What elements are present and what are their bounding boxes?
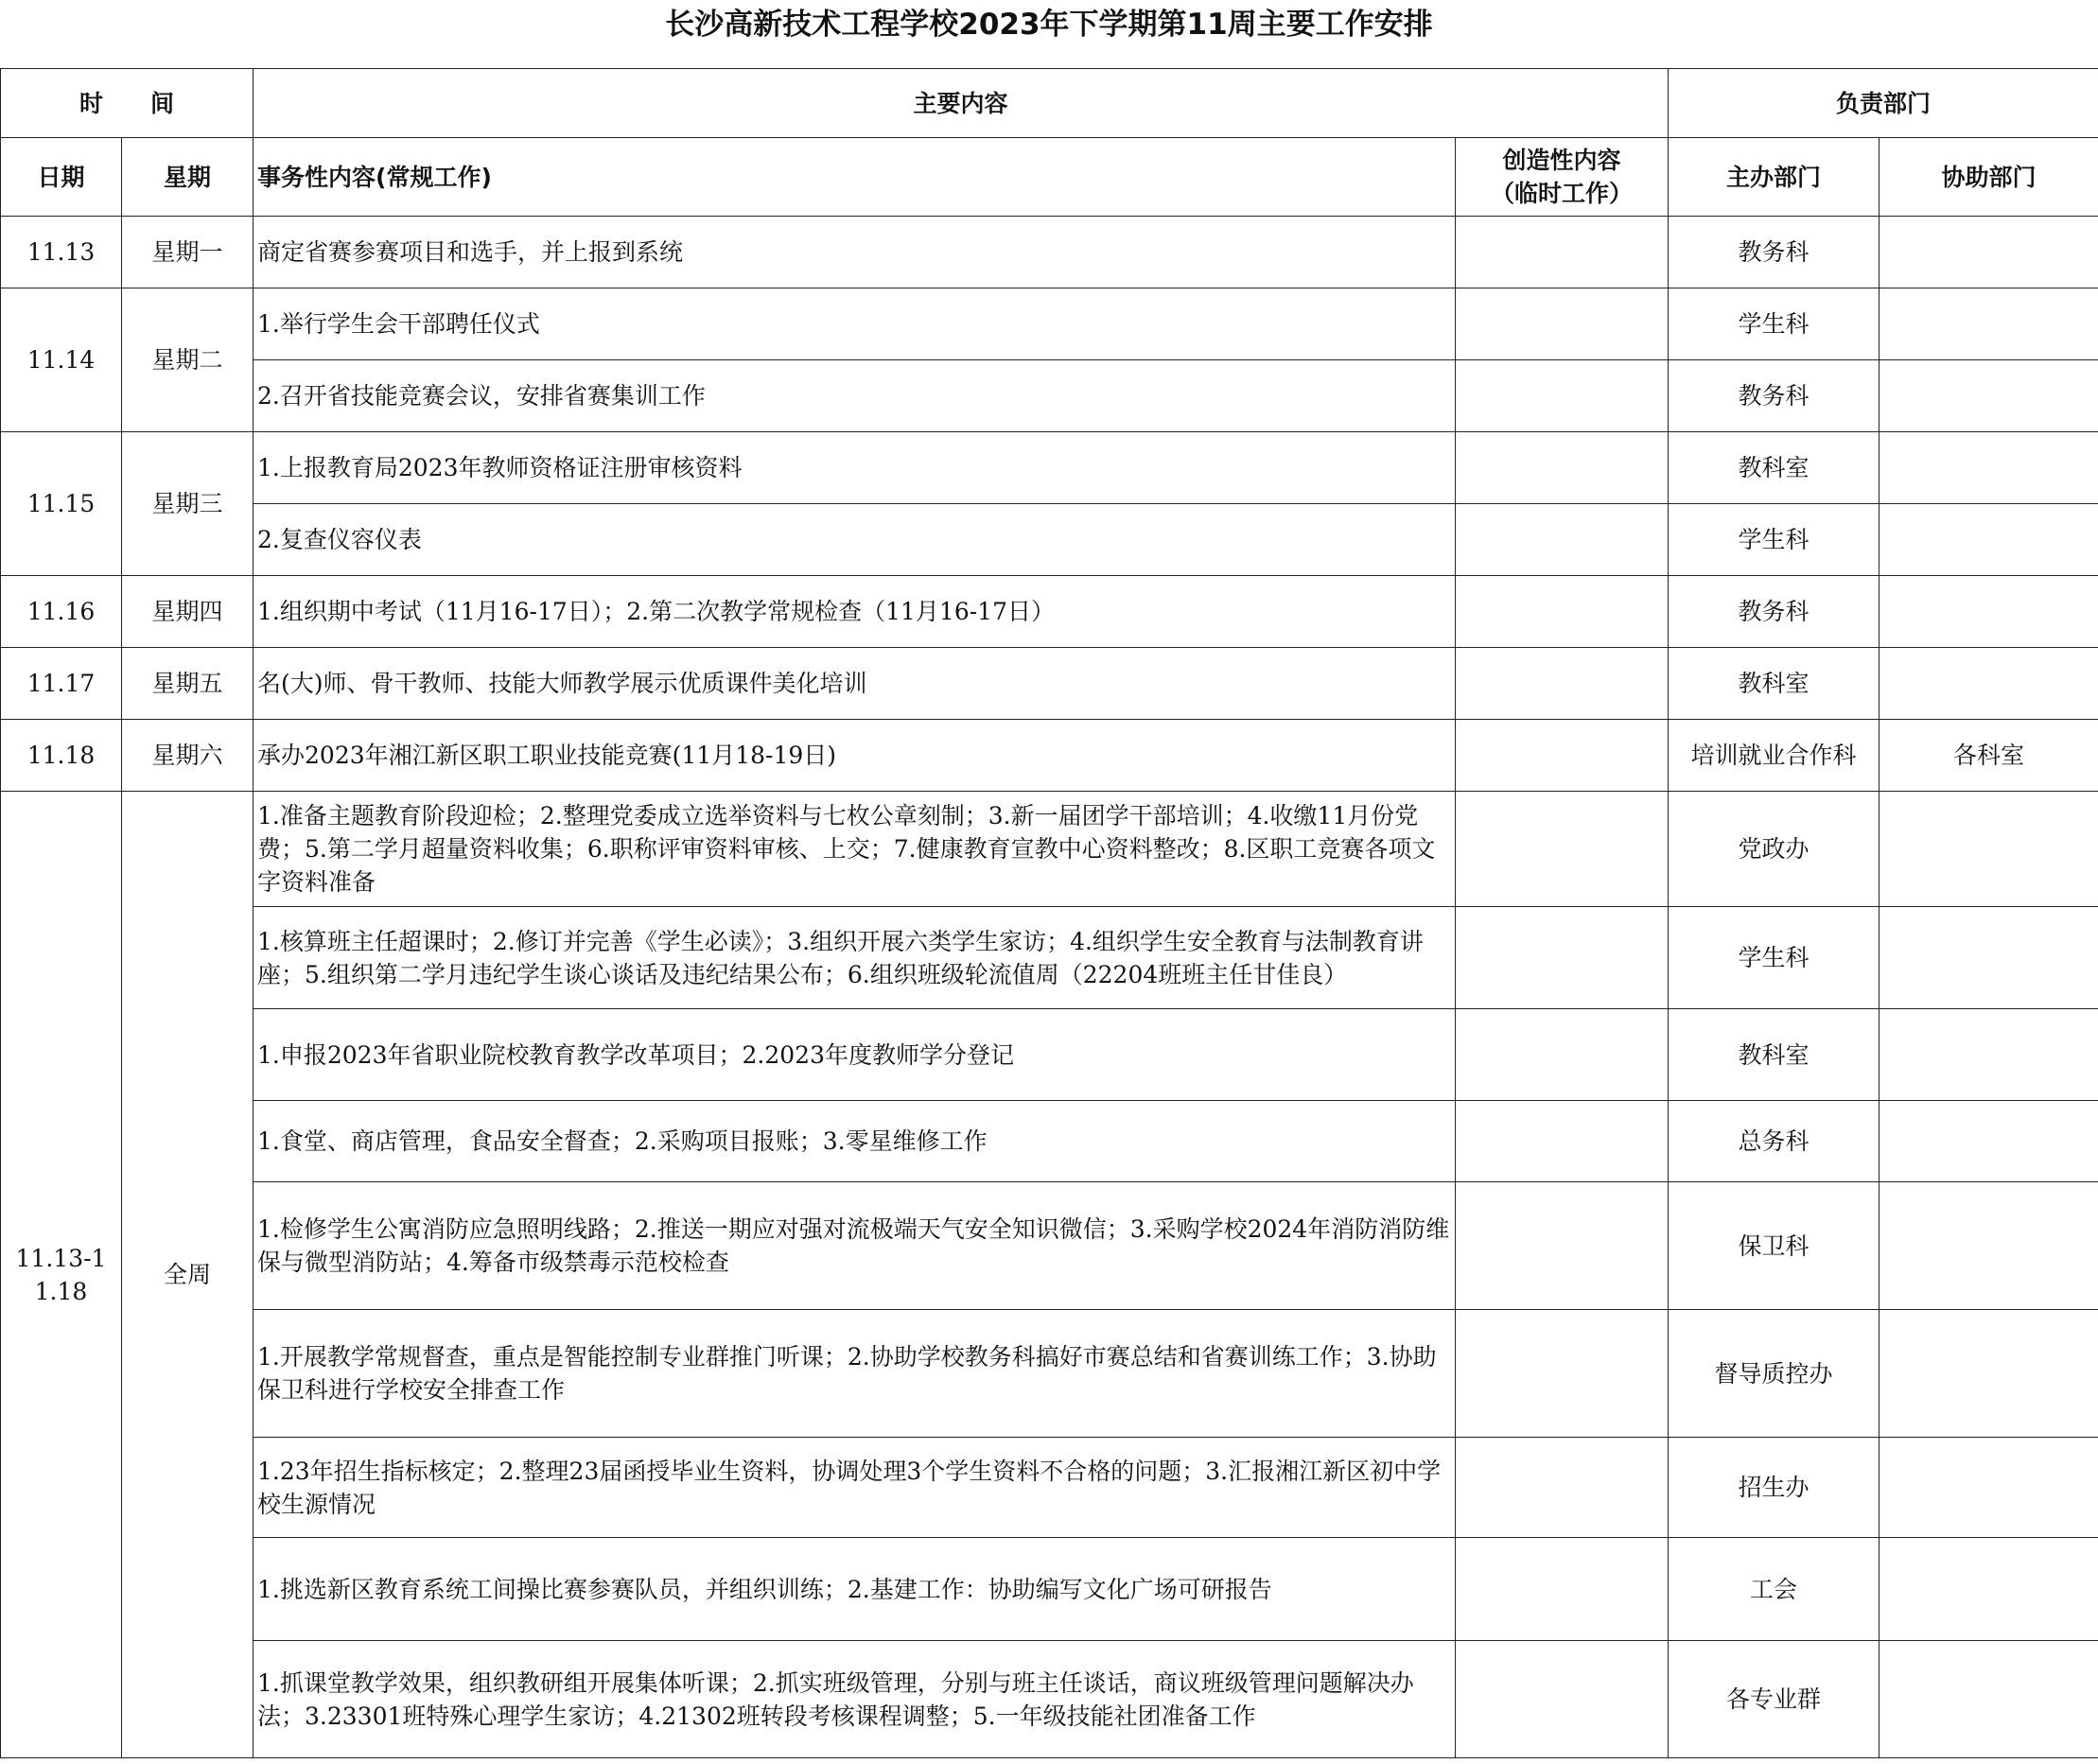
creative-cell [1456, 792, 1669, 907]
content-cell: 2.召开省技能竞赛会议，安排省赛集训工作 [254, 360, 1456, 432]
assist-dept-cell [1879, 907, 2098, 1009]
assist-dept-cell [1879, 1641, 2098, 1758]
assist-dept-cell [1879, 504, 2098, 576]
date-cell: 11.15 [1, 432, 122, 576]
header-creative-line2: （临时工作） [1491, 180, 1634, 207]
assist-dept-cell [1879, 1438, 2098, 1538]
table-row [1, 1310, 2098, 1438]
header-creative-line1: 创造性内容 [1502, 147, 1621, 174]
assist-dept-cell [1879, 1009, 2098, 1101]
assist-dept-cell [1879, 360, 2098, 432]
date-cell: 11.16 [1, 576, 122, 648]
content-cell: 1.食堂、商店管理，食品安全督查；2.采购项目报账；3.零星维修工作 [254, 1101, 1456, 1182]
page-title: 长沙高新技术工程学校2023年下学期第11周主要工作安排 [665, 8, 1433, 42]
table-row [1, 1009, 2098, 1101]
host-dept-cell: 培训就业合作科 [1669, 720, 1879, 792]
header-routine-content: 事务性内容(常规工作) [254, 138, 1456, 217]
assist-dept-cell [1879, 288, 2098, 360]
creative-cell [1456, 217, 1669, 288]
table-row [1, 1641, 2098, 1758]
host-dept-cell: 学生科 [1669, 504, 1879, 576]
assist-dept-cell [1879, 576, 2098, 648]
assist-dept-cell [1879, 648, 2098, 720]
creative-cell [1456, 1641, 1669, 1758]
creative-cell [1456, 1182, 1669, 1310]
table-row [1, 907, 2098, 1009]
creative-cell [1456, 360, 1669, 432]
table-row [1, 1538, 2098, 1641]
assist-dept-cell [1879, 1538, 2098, 1641]
host-dept-cell: 教科室 [1669, 432, 1879, 504]
host-dept-cell: 教科室 [1669, 1009, 1879, 1101]
date-cell: 11.18 [1, 720, 122, 792]
table-row [1, 288, 2098, 360]
assist-dept-cell [1879, 432, 2098, 504]
table-row [1, 504, 2098, 576]
header-time: 时 间 [1, 69, 254, 138]
weekday-cell: 星期二 [122, 288, 254, 432]
schedule-table [0, 68, 2098, 1758]
content-cell: 商定省赛参赛项目和选手，并上报到系统 [254, 217, 1456, 288]
header-creative-content [1456, 138, 1669, 217]
host-dept-cell: 总务科 [1669, 1101, 1879, 1182]
creative-cell [1456, 1538, 1669, 1641]
weekday-cell: 星期四 [122, 576, 254, 648]
header-weekday: 星期 [122, 138, 254, 217]
creative-cell [1456, 1009, 1669, 1101]
content-cell: 2.复查仪容仪表 [254, 504, 1456, 576]
content-cell: 1.开展教学常规督查，重点是智能控制专业群推门听课；2.协助学校教务科搞好市赛总结和省赛训练工作；3.协助保卫科进行学校安全排查工作 [254, 1310, 1456, 1438]
table-row [1, 432, 2098, 504]
content-cell: 1.23年招生指标核定；2.整理23届函授毕业生资料，协调处理3个学生资料不合格的问题；3.汇报湘江新区初中学校生源情况 [254, 1438, 1456, 1538]
creative-cell [1456, 1310, 1669, 1438]
host-dept-cell: 招生办 [1669, 1438, 1879, 1538]
content-cell: 1.申报2023年省职业院校教育教学改革项目；2.2023年度教师学分登记 [254, 1009, 1456, 1101]
table-row [1, 792, 2098, 907]
host-dept-cell: 学生科 [1669, 907, 1879, 1009]
assist-dept-cell [1879, 792, 2098, 907]
table-row [1, 1438, 2098, 1538]
content-cell: 1.上报教育局2023年教师资格证注册审核资料 [254, 432, 1456, 504]
content-cell: 1.检修学生公寓消防应急照明线路；2.推送一期应对强对流极端天气安全知识微信；3.采购学校2024年消防消防维保与微型消防站；4.筹备市级禁毒示范校检查 [254, 1182, 1456, 1310]
creative-cell [1456, 1438, 1669, 1538]
table-row [1, 217, 2098, 288]
creative-cell [1456, 576, 1669, 648]
date-cell: 11.13-11.18 [1, 792, 122, 1758]
weekday-cell: 全周 [122, 792, 254, 1758]
table-row [1, 1101, 2098, 1182]
creative-cell [1456, 907, 1669, 1009]
content-cell: 1.挑选新区教育系统工间操比赛参赛队员，并组织训练；2.基建工作：协助编写文化广场可研报告 [254, 1538, 1456, 1641]
date-cell: 11.13 [1, 217, 122, 288]
table-row [1, 576, 2098, 648]
content-cell: 1.举行学生会干部聘任仪式 [254, 288, 1456, 360]
host-dept-cell: 党政办 [1669, 792, 1879, 907]
host-dept-cell: 保卫科 [1669, 1182, 1879, 1310]
weekday-cell: 星期一 [122, 217, 254, 288]
creative-cell [1456, 288, 1669, 360]
date-cell: 11.17 [1, 648, 122, 720]
content-cell: 1.抓课堂教学效果，组织教研组开展集体听课；2.抓实班级管理，分别与班主任谈话，商议班级管理问题解决办法；3.23301班特殊心理学生家访；4.21302班转段考核课程调整；5.一年级技能社团准备工作 [254, 1641, 1456, 1758]
host-dept-cell: 教务科 [1669, 576, 1879, 648]
table-row [1, 648, 2098, 720]
content-cell: 1.准备主题教育阶段迎检；2.整理党委成立选举资料与七枚公章刻制；3.新一届团学干部培训；4.收缴11月份党费；5.第二学月超量资料收集；6.职称评审资料审核、上交；7.健康教育宣教中心资料整改；8.区职工竞赛各项文字资料准备 [254, 792, 1456, 907]
assist-dept-cell [1879, 1310, 2098, 1438]
host-dept-cell: 教务科 [1669, 360, 1879, 432]
table-row [1, 360, 2098, 432]
host-dept-cell: 教务科 [1669, 217, 1879, 288]
host-dept-cell: 工会 [1669, 1538, 1879, 1641]
weekday-cell: 星期六 [122, 720, 254, 792]
weekday-cell: 星期三 [122, 432, 254, 576]
content-cell: 承办2023年湘江新区职工职业技能竞赛(11月18-19日) [254, 720, 1456, 792]
content-cell: 1.组织期中考试（11月16-17日）；2.第二次教学常规检查（11月16-17日） [254, 576, 1456, 648]
creative-cell [1456, 432, 1669, 504]
creative-cell [1456, 504, 1669, 576]
header-responsible-dept: 负责部门 [1669, 69, 2098, 138]
content-cell: 名(大)师、骨干教师、技能大师教学展示优质课件美化培训 [254, 648, 1456, 720]
header-assist-dept: 协助部门 [1879, 138, 2098, 217]
host-dept-cell: 各专业群 [1669, 1641, 1879, 1758]
table-row [1, 1182, 2098, 1310]
assist-dept-cell [1879, 1101, 2098, 1182]
header-host-dept: 主办部门 [1669, 138, 1879, 217]
header-row-1 [1, 69, 2098, 138]
creative-cell [1456, 648, 1669, 720]
weekday-cell: 星期五 [122, 648, 254, 720]
header-main-content: 主要内容 [254, 69, 1669, 138]
host-dept-cell: 督导质控办 [1669, 1310, 1879, 1438]
assist-dept-cell: 各科室 [1879, 720, 2098, 792]
assist-dept-cell [1879, 1182, 2098, 1310]
date-cell: 11.14 [1, 288, 122, 432]
assist-dept-cell [1879, 217, 2098, 288]
creative-cell [1456, 1101, 1669, 1182]
header-row-2 [1, 138, 2098, 217]
host-dept-cell: 教科室 [1669, 648, 1879, 720]
content-cell: 1.核算班主任超课时；2.修订并完善《学生必读》；3.组织开展六类学生家访；4.组织学生安全教育与法制教育讲座；5.组织第二学月违纪学生谈心谈话及违纪结果公布；6.组织班级轮流值周（22204班班主任甘佳良） [254, 907, 1456, 1009]
table-row [1, 720, 2098, 792]
host-dept-cell: 学生科 [1669, 288, 1879, 360]
header-date: 日期 [1, 138, 122, 217]
creative-cell [1456, 720, 1669, 792]
